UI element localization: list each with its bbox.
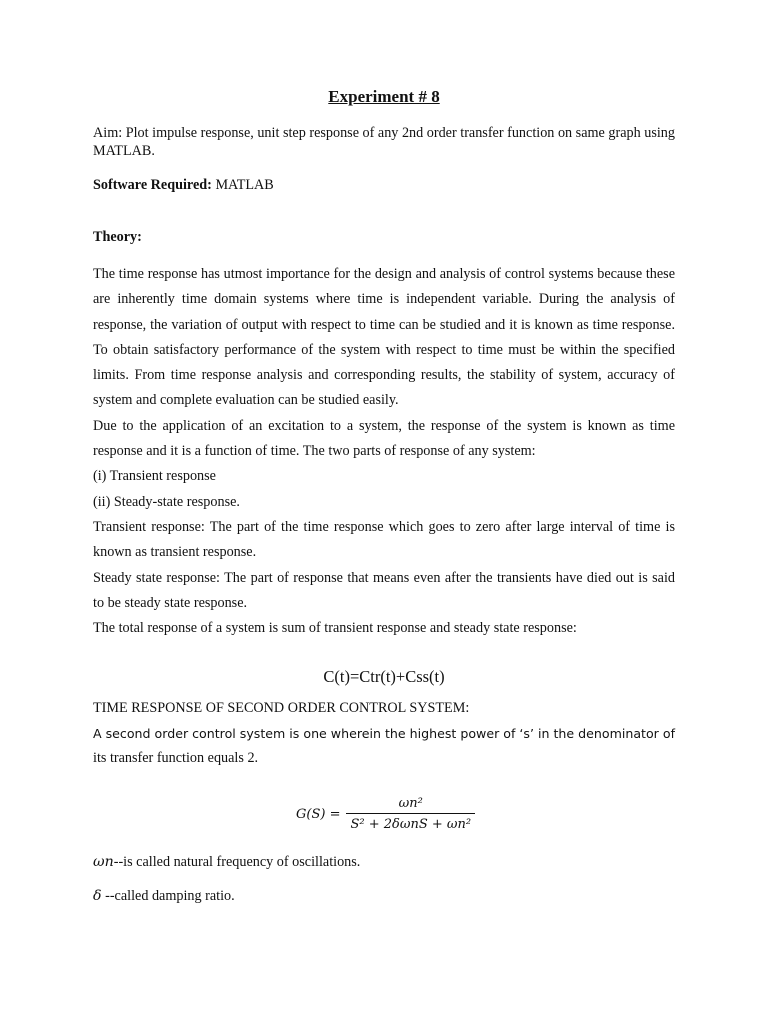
section-heading: TIME RESPONSE OF SECOND ORDER CONTROL SYSTEM:: [93, 700, 470, 716]
delta-symbol: δ: [93, 888, 102, 904]
transfer-function-lhs: G(S) =: [296, 806, 341, 822]
definition-damping-ratio: [93, 884, 675, 909]
transfer-function-numerator: ωn²: [398, 796, 423, 811]
paragraph-time-response: The time response has utmost importance for the design and analysis of control systems because these are inherently time domain systems where time is independent variable. During the analysis of response, the variation of output with respect to time can be studied and it is known as time response. To obtain satisfactory performance of the system with respect to time must be within the specified limits. From time response analysis and corresponding results, the stability of system, accuracy of system and complete evaluation can be studied easily.: [93, 266, 675, 409]
aim-text: Aim: Plot impulse response, unit step response of any 2nd order transfer function on same graph using MATLAB.: [93, 125, 675, 159]
paragraph-transient-def: Transient response: The part of the time response which goes to zero after large interval of time is known as transient response.: [93, 518, 675, 561]
page-title: Experiment # 8: [328, 87, 440, 106]
second-order-definition-cont: its transfer function equals 2.: [93, 750, 259, 766]
list-item-steady-state: (ii) Steady-state response.: [93, 493, 240, 510]
theory-body: [93, 262, 675, 641]
paragraph-total-response: The total response of a system is sum of transient response and steady state response:: [93, 620, 577, 637]
software-required: [93, 173, 675, 198]
transfer-function-fraction: [346, 796, 475, 832]
transfer-function-equation: [296, 796, 475, 832]
paragraph-steady-def: Steady state response: The part of response that means even after the transients have died out is said to be steady state response.: [93, 569, 675, 611]
second-order-definition: A second order control system is one wherein the highest power of ‘s’ in the denominator of: [93, 726, 676, 741]
definition-natural-frequency: [93, 850, 675, 875]
theory-heading: Theory:: [93, 229, 142, 245]
paragraph-excitation: Due to the application of an excitation to a system, the response of the system is known as time response and it is a function of time. The two parts of response of any system:: [93, 417, 675, 460]
natural-frequency-text: --is called natural frequency of oscillations.: [113, 854, 361, 870]
software-value: MATLAB: [211, 177, 274, 193]
software-label: Software Required:: [93, 177, 212, 193]
damping-ratio-text: --called damping ratio.: [101, 888, 235, 904]
formula-total-response: C(t)=Ctr(t)+Css(t): [323, 667, 445, 686]
list-item-transient: (i) Transient response: [93, 468, 216, 485]
transfer-function-denominator: S² + 2δωnS + ωn²: [346, 813, 475, 832]
omega-n-symbol: ωn: [93, 854, 114, 870]
